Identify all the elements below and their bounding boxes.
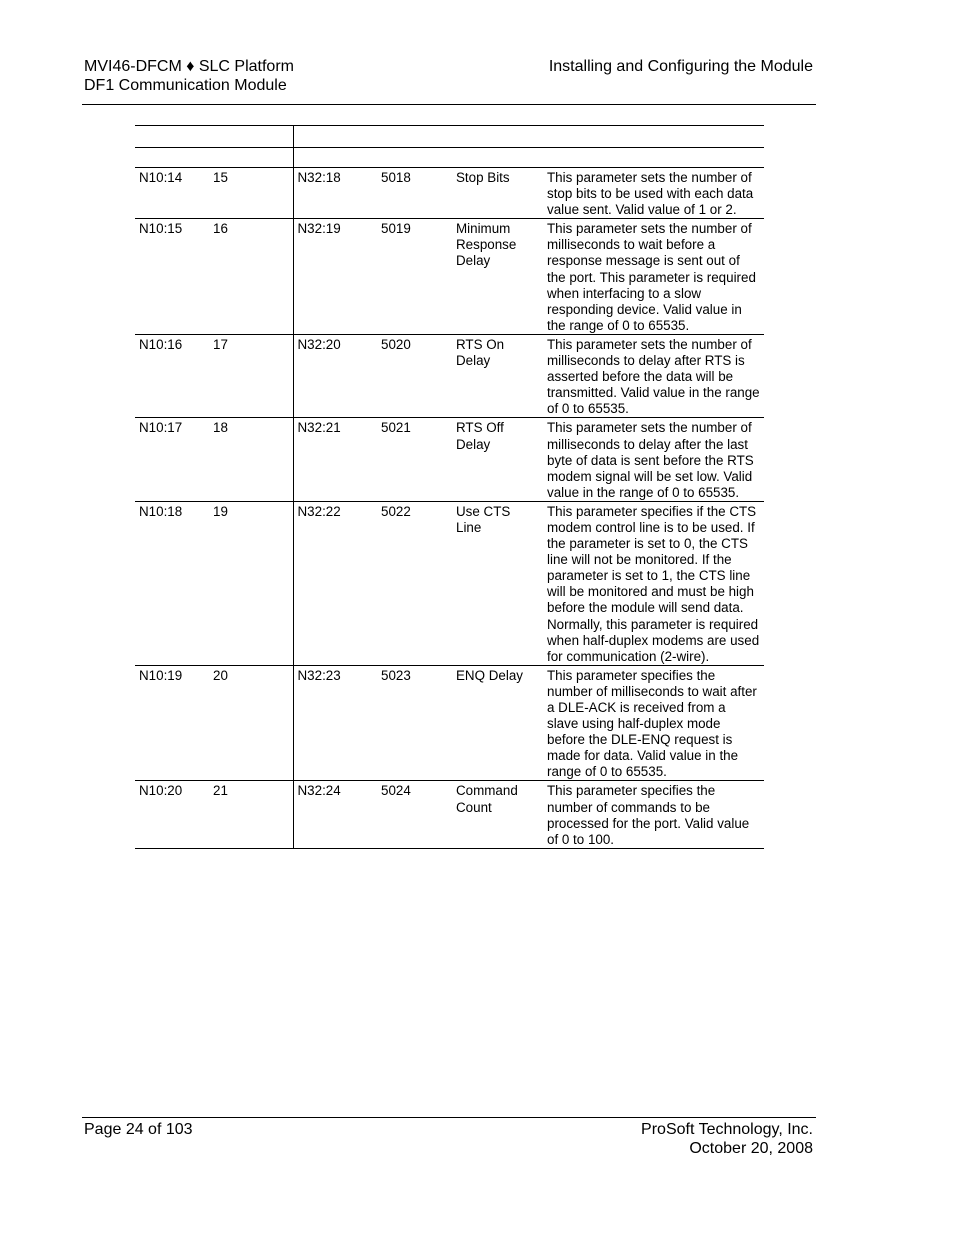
parameter-name-cell: Minimum Response Delay (452, 219, 543, 335)
n10-address-cell: N10:16 (135, 334, 209, 417)
config-id-cell: 5023 (377, 665, 452, 781)
parameter-name-cell: Use CTS Line (452, 501, 543, 665)
n10-address-cell: N10:17 (135, 418, 209, 501)
index-cell: 19 (209, 501, 293, 665)
description-cell: This parameter specifies the number of milliseconds to wait after a DLE-ACK is received from a slave using half-duplex mode before the DLE-ENQ request is made for data. Valid value in the range of 0 to 65535. (543, 665, 764, 781)
description-cell: This parameter sets the number of stop bits to be used with each data value sent. Valid value of 1 or 2. (543, 168, 764, 219)
parameter-name-cell: RTS On Delay (452, 334, 543, 417)
config-id-cell: 5022 (377, 501, 452, 665)
n32-address-cell: N32:18 (293, 168, 377, 219)
config-id-cell: 5018 (377, 168, 452, 219)
table-row (135, 168, 764, 219)
parameter-name-cell: Command Count (452, 781, 543, 848)
company-name: ProSoft Technology, Inc. (641, 1121, 813, 1138)
config-id-cell: 5024 (377, 781, 452, 848)
config-id-cell: 5020 (377, 334, 452, 417)
table-row (135, 334, 764, 417)
footer-right (641, 1120, 813, 1158)
description-cell: This parameter sets the number of milliseconds to delay after RTS is asserted before the data will be transmitted. Valid value in the range of 0 to 65535. (543, 334, 764, 417)
product-subtitle: DF1 Communication Module (84, 77, 287, 94)
index-cell: 20 (209, 665, 293, 781)
description-cell: This parameter sets the number of milliseconds to wait before a response message is sent out of the port. This parameter is required when interfacing to a slow responding device. Valid value in the range of 0 to 65535. (543, 219, 764, 335)
n32-address-cell: N32:19 (293, 219, 377, 335)
table-row (135, 501, 764, 665)
page-number: Page 24 of 103 (84, 1121, 193, 1138)
table-row (135, 665, 764, 781)
n10-address-cell: N10:15 (135, 219, 209, 335)
publish-date: October 20, 2008 (689, 1140, 813, 1157)
parameter-name-cell: Stop Bits (452, 168, 543, 219)
config-id-cell: 5019 (377, 219, 452, 335)
n32-address-cell: N32:22 (293, 501, 377, 665)
n10-address-cell: N10:18 (135, 501, 209, 665)
index-cell: 21 (209, 781, 293, 848)
table-row (135, 418, 764, 501)
description-cell: This parameter specifies the number of commands to be processed for the port. Valid value of 0 to 100. (543, 781, 764, 848)
header-divider (82, 104, 816, 105)
parameter-name-cell: RTS Off Delay (452, 418, 543, 501)
n32-address-cell: N32:23 (293, 665, 377, 781)
index-cell: 16 (209, 219, 293, 335)
description-cell: This parameter sets the number of milliseconds to delay after the last byte of data is sent before the RTS modem signal will be set low. Valid value in the range of 0 to 65535. (543, 418, 764, 501)
n32-address-cell: N32:21 (293, 418, 377, 501)
parameter-table (135, 125, 764, 849)
index-cell: 15 (209, 168, 293, 219)
product-title: MVI46-DFCM ♦ SLC Platform (84, 58, 294, 75)
parameter-name-cell: ENQ Delay (452, 665, 543, 781)
config-id-cell: 5021 (377, 418, 452, 501)
table-row (135, 781, 764, 848)
running-header-left (84, 57, 294, 95)
section-title: Installing and Configuring the Module (548, 58, 813, 75)
n10-address-cell: N10:20 (135, 781, 209, 848)
table-header-row (135, 126, 764, 148)
n10-address-cell: N10:19 (135, 665, 209, 781)
table-row (135, 219, 764, 335)
table-header-row (135, 148, 764, 168)
index-cell: 17 (209, 334, 293, 417)
footer-divider (82, 1117, 816, 1118)
description-cell: This parameter specifies if the CTS modem control line is to be used. If the parameter is set to 0, the CTS line will not be monitored. If the parameter is set to 1, the CTS line will be monitored and must be high before the module will send data. Normally, this parameter is required when half-duplex modems are used for communication (2-wire). (543, 501, 764, 665)
n32-address-cell: N32:20 (293, 334, 377, 417)
n32-address-cell: N32:24 (293, 781, 377, 848)
index-cell: 18 (209, 418, 293, 501)
n10-address-cell: N10:14 (135, 168, 209, 219)
